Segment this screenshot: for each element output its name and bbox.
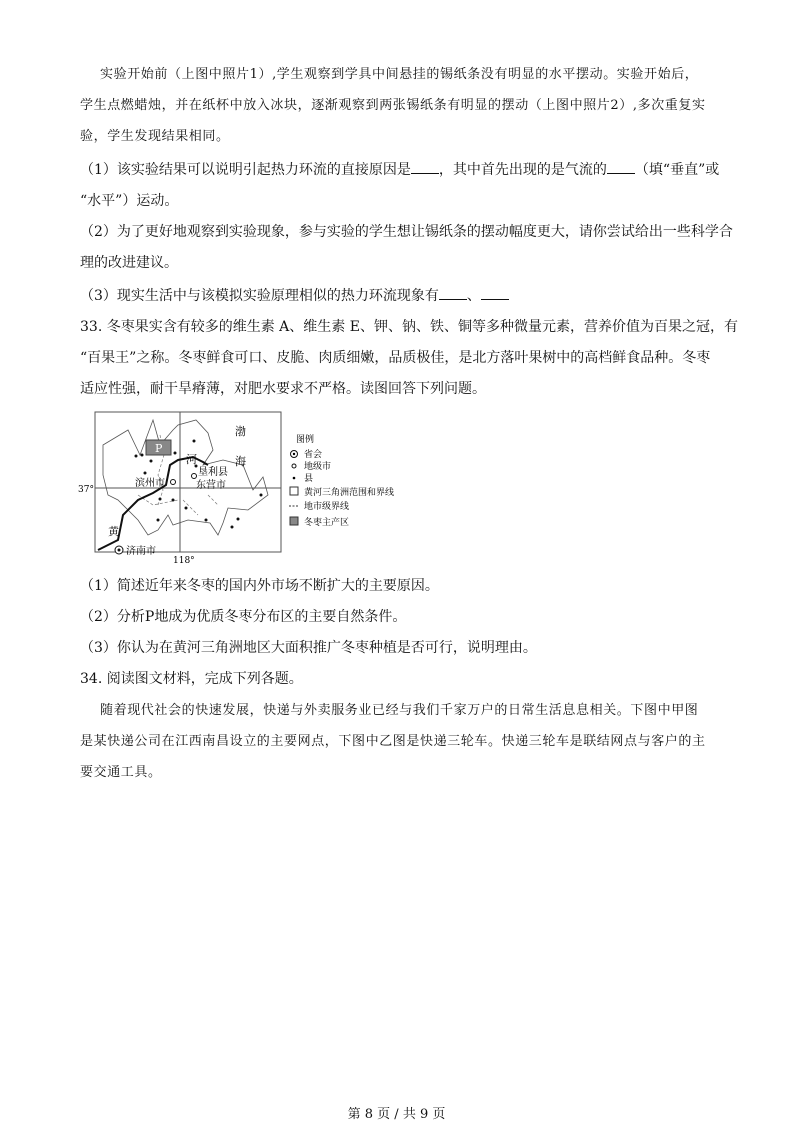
label-jinan: 济南市 [126, 546, 156, 557]
label-river-he: 河 [186, 453, 197, 466]
label-bohai-2: 海 [235, 455, 246, 468]
q33-line: “百果王”之称。冬枣鲜食可口、皮脆、肉质细嫩，品质极佳，是北方落叶果树中的高档鲜食品种。冬枣 [80, 350, 711, 366]
q34-title: 34. 阅读图文材料，完成下列各题。 [80, 671, 303, 687]
legend-capital: 省会 [304, 450, 323, 460]
q32-1 [80, 160, 719, 180]
text: （3）现实生活中与该模拟实验原理相似的热力环流现象有 [80, 288, 439, 304]
q33-line: 适应性强，耐干旱瘠薄，对肥水要求不严格。读图回答下列问题。 [80, 381, 486, 397]
q32-1-cont: “水平”）运动。 [80, 193, 179, 209]
q33-question: （3）你认为在黄河三角洲地区大面积推广冬枣种植是否可行，说明理由。 [80, 640, 537, 656]
q32-2: （2）为了更好地观察到实验现象，参与实验的学生想让锡纸条的摆动幅度更大，请你尝试给出一些科学合 [80, 224, 733, 240]
label-dongying: 东营市 [196, 480, 226, 491]
q32-3 [80, 286, 509, 306]
q34-line: 是某快递公司在江西南昌设立的主要网点，下图中乙图是快递三轮车。快递三轮车是联结网点与客户的主 [80, 734, 706, 749]
label-118: 118° [173, 556, 195, 566]
label-kenli: 垦利县 [198, 467, 228, 478]
answer-blank[interactable] [439, 287, 467, 300]
q33-line: 33. 冬枣果实含有较多的维生素 A、维生素 E、钾、钠、铁、铜等多种微量元素，营养价值为百果之冠，有 [80, 319, 738, 335]
intro-line: 实验开始前（上图中照片1）,学生观察到学具中间悬挂的锡纸条没有明显的水平摆动。实验开始后， [100, 67, 699, 82]
q33-question: （2）分析P地成为优质冬枣分布区的主要自然条件。 [80, 609, 407, 625]
text: 、 [466, 288, 481, 304]
answer-blank[interactable] [411, 161, 439, 174]
label-bohai-1: 渤 [235, 425, 246, 438]
page-footer: 第 8 页 / 共 9 页 [347, 1107, 446, 1122]
text: ，其中首先出现的是气流的 [438, 162, 607, 178]
q34-line: 要交通工具。 [80, 765, 162, 780]
answer-blank[interactable] [481, 287, 509, 300]
label-river-huang: 黄 [108, 525, 119, 538]
map-legend [289, 433, 394, 528]
q32-2-cont: 理的改进建议。 [80, 255, 178, 271]
yellow-river-delta-map [78, 405, 428, 570]
legend-city-boundary: 地市级界线 [304, 502, 350, 512]
label-p: P [155, 442, 163, 455]
legend-title: 图例 [296, 435, 315, 445]
answer-blank[interactable] [607, 161, 635, 174]
legend-jujube-area: 冬枣主产区 [304, 518, 350, 528]
intro-line: 学生点燃蜡烛，并在纸杯中放入冰块，逐渐观察到两张锡纸条有明显的摆动（上图中照片2）,多次重复实 [80, 98, 706, 113]
label-binzhou: 滨州市 [135, 478, 165, 489]
legend-city: 地级市 [304, 462, 332, 472]
intro-line: 验，学生发现结果相同。 [80, 129, 230, 144]
label-37: 37° [78, 485, 94, 495]
text: （1）该实验结果可以说明引起热力环流的直接原因是 [80, 162, 411, 178]
text: （填“垂直”或 [634, 162, 720, 178]
q33-question: （1）简述近年来冬枣的国内外市场不断扩大的主要原因。 [80, 578, 439, 594]
q34-line: 随着现代社会的快速发展，快递与外卖服务业已经与我们千家万户的日常生活息息相关。下图中甲图 [100, 703, 699, 718]
legend-delta-boundary: 黄河三角洲范围和界线 [304, 488, 395, 498]
legend-county: 县 [304, 474, 314, 484]
